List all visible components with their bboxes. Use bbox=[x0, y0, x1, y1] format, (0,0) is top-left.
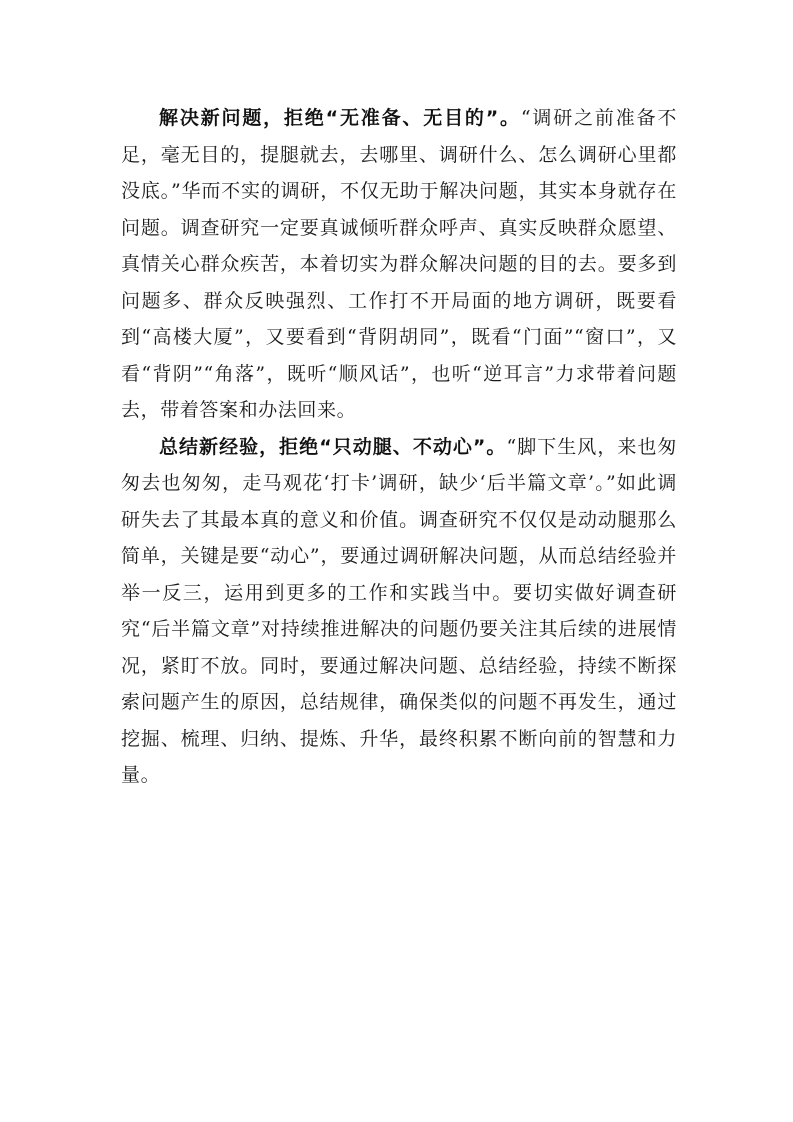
paragraph-2-body: “脚下生风，来也匆匆去也匆匆，走马观花‘打卡’调研，缺少‘后半篇文章’。”如此调研失去了其最本真的意义和价值。调查研究不仅仅是动动腿那么简单，关键是要“动心”，要通过调研解决问题，从而总结经验并举一反三，运用到更多的工作和实践当中。要切实做好调查研究“后半篇文章”对持续推进解决的问题仍要关注其后续的进展情况，紧盯不放。同时，要通过解决问题、总结经验，持续不断探索问题产生的原因，总结规律，确保类似的问题不再发生，通过挖掘、梳理、归纳、提炼、升华，最终积累不断向前的智慧和力量。 bbox=[121, 435, 677, 786]
paragraph-1-heading: 解决新问题，拒绝“无准备、无目的”。 bbox=[159, 107, 521, 129]
document-page bbox=[121, 100, 677, 794]
paragraph-1 bbox=[121, 100, 677, 429]
paragraph-2 bbox=[121, 429, 677, 794]
paragraph-2-heading: 总结新经验，拒绝“只动腿、不动心”。 bbox=[159, 435, 507, 458]
paragraph-1-body: “调研之前准备不足，毫无目的，提腿就去，去哪里、调研什么、怎么调研心里都没底。”华而不实的调研，不仅无助于解决问题，其实本身就存在问题。调查研究一定要真诚倾听群众呼声、真实反映群众愿望、真情关心群众疾苦，本着切实为群众解决问题的目的去。要多到问题多、群众反映强烈、工作打不开局面的地方调研，既要看到“高楼大厦”，又要看到“背阴胡同”，既看“门面”“窗口”，又看“背阴”“角落”，既听“顺风话”，也听“逆耳言”力求带着问题去，带着答案和办法回来。 bbox=[121, 107, 678, 421]
